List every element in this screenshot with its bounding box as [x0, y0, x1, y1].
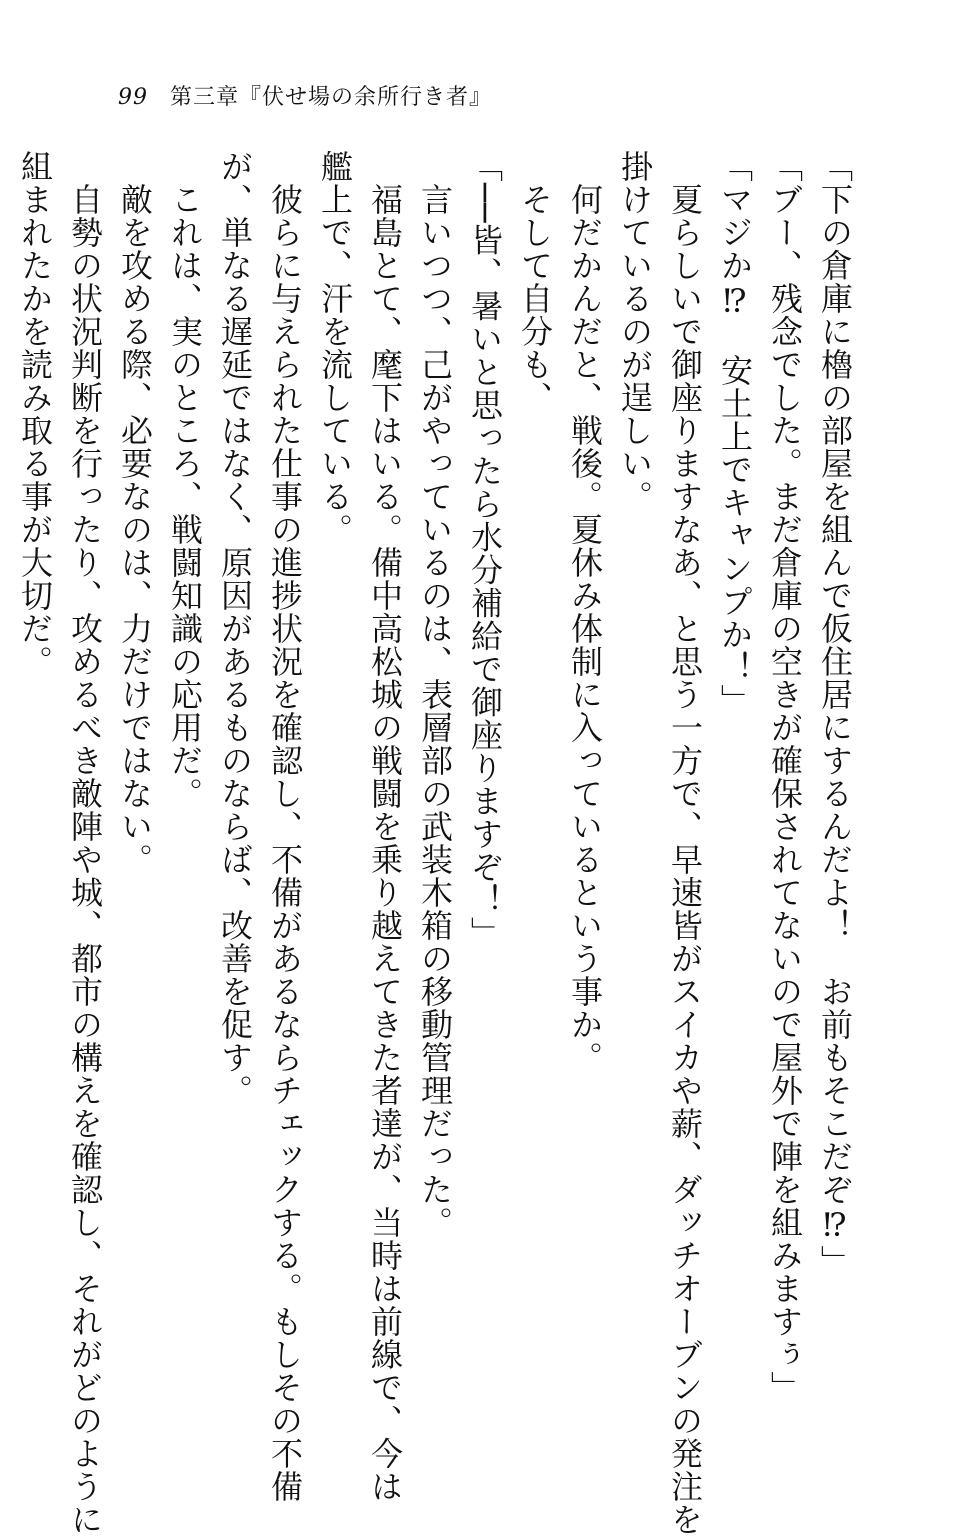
text-line: 「──皆、暑いと思ったら水分補給で御座りますぞ！」 [466, 150, 504, 950]
text-line: 組まれたかを読み取る事が大切だ。 [16, 150, 54, 678]
chapter-title: 第三章『伏せ場の余所行き者』 [170, 85, 493, 110]
text-line: 艦上で、汗を流している。 [316, 150, 354, 546]
text-line: そして自分も、 [516, 150, 554, 414]
text-line: 自勢の状況判断を行ったり、攻めるべき敵陣や城、都市の構えを確認し、それがどのように [66, 150, 104, 1536]
text-line: 「マジか⁉ 安土上でキャンプか！」 [716, 150, 754, 717]
text-line: 福島とて、麾下はいる。備中高松城の戦闘を乗り越えてきた者達が、当時は前線で、今は [366, 150, 404, 1503]
text-line: 彼らに与えられた仕事の進捗状況を確認し、不備があるならチェックする。もしその不備 [266, 150, 304, 1503]
text-line: 「下の倉庫に櫓の部屋を組んで仮住居にするんだよ！ お前もそこだぞ⁉」 [816, 150, 854, 1278]
text-line: 言いつつ、己がやっているのは、表層部の武装木箱の移動管理だった。 [416, 150, 454, 1239]
text-line: 「ブー、残念でした。まだ倉庫の空きが確保されてないので屋外で陣を組みますぅ」 [766, 150, 804, 1404]
text-line: が、単なる遅延ではなく、原因があるものならば、改善を促す。 [216, 150, 254, 1107]
text-line: 何だかんだと、戦後。夏休み体制に入っているという事か。 [566, 150, 604, 1074]
text-line: 掛けているのが逞しい。 [616, 150, 654, 513]
page-number: 99 [118, 85, 148, 110]
text-line: 敵を攻める際、必要なのは、力だけではない。 [116, 150, 154, 876]
text-line: 夏らしいで御座りますなあ、と思う一方で、早速皆がスイカや薪、ダッチオーブンの発注を [666, 150, 704, 1536]
body-text [16, 150, 860, 1536]
text-line: これは、実のところ、戦闘知識の応用だ。 [166, 150, 204, 810]
page-header [118, 80, 492, 111]
